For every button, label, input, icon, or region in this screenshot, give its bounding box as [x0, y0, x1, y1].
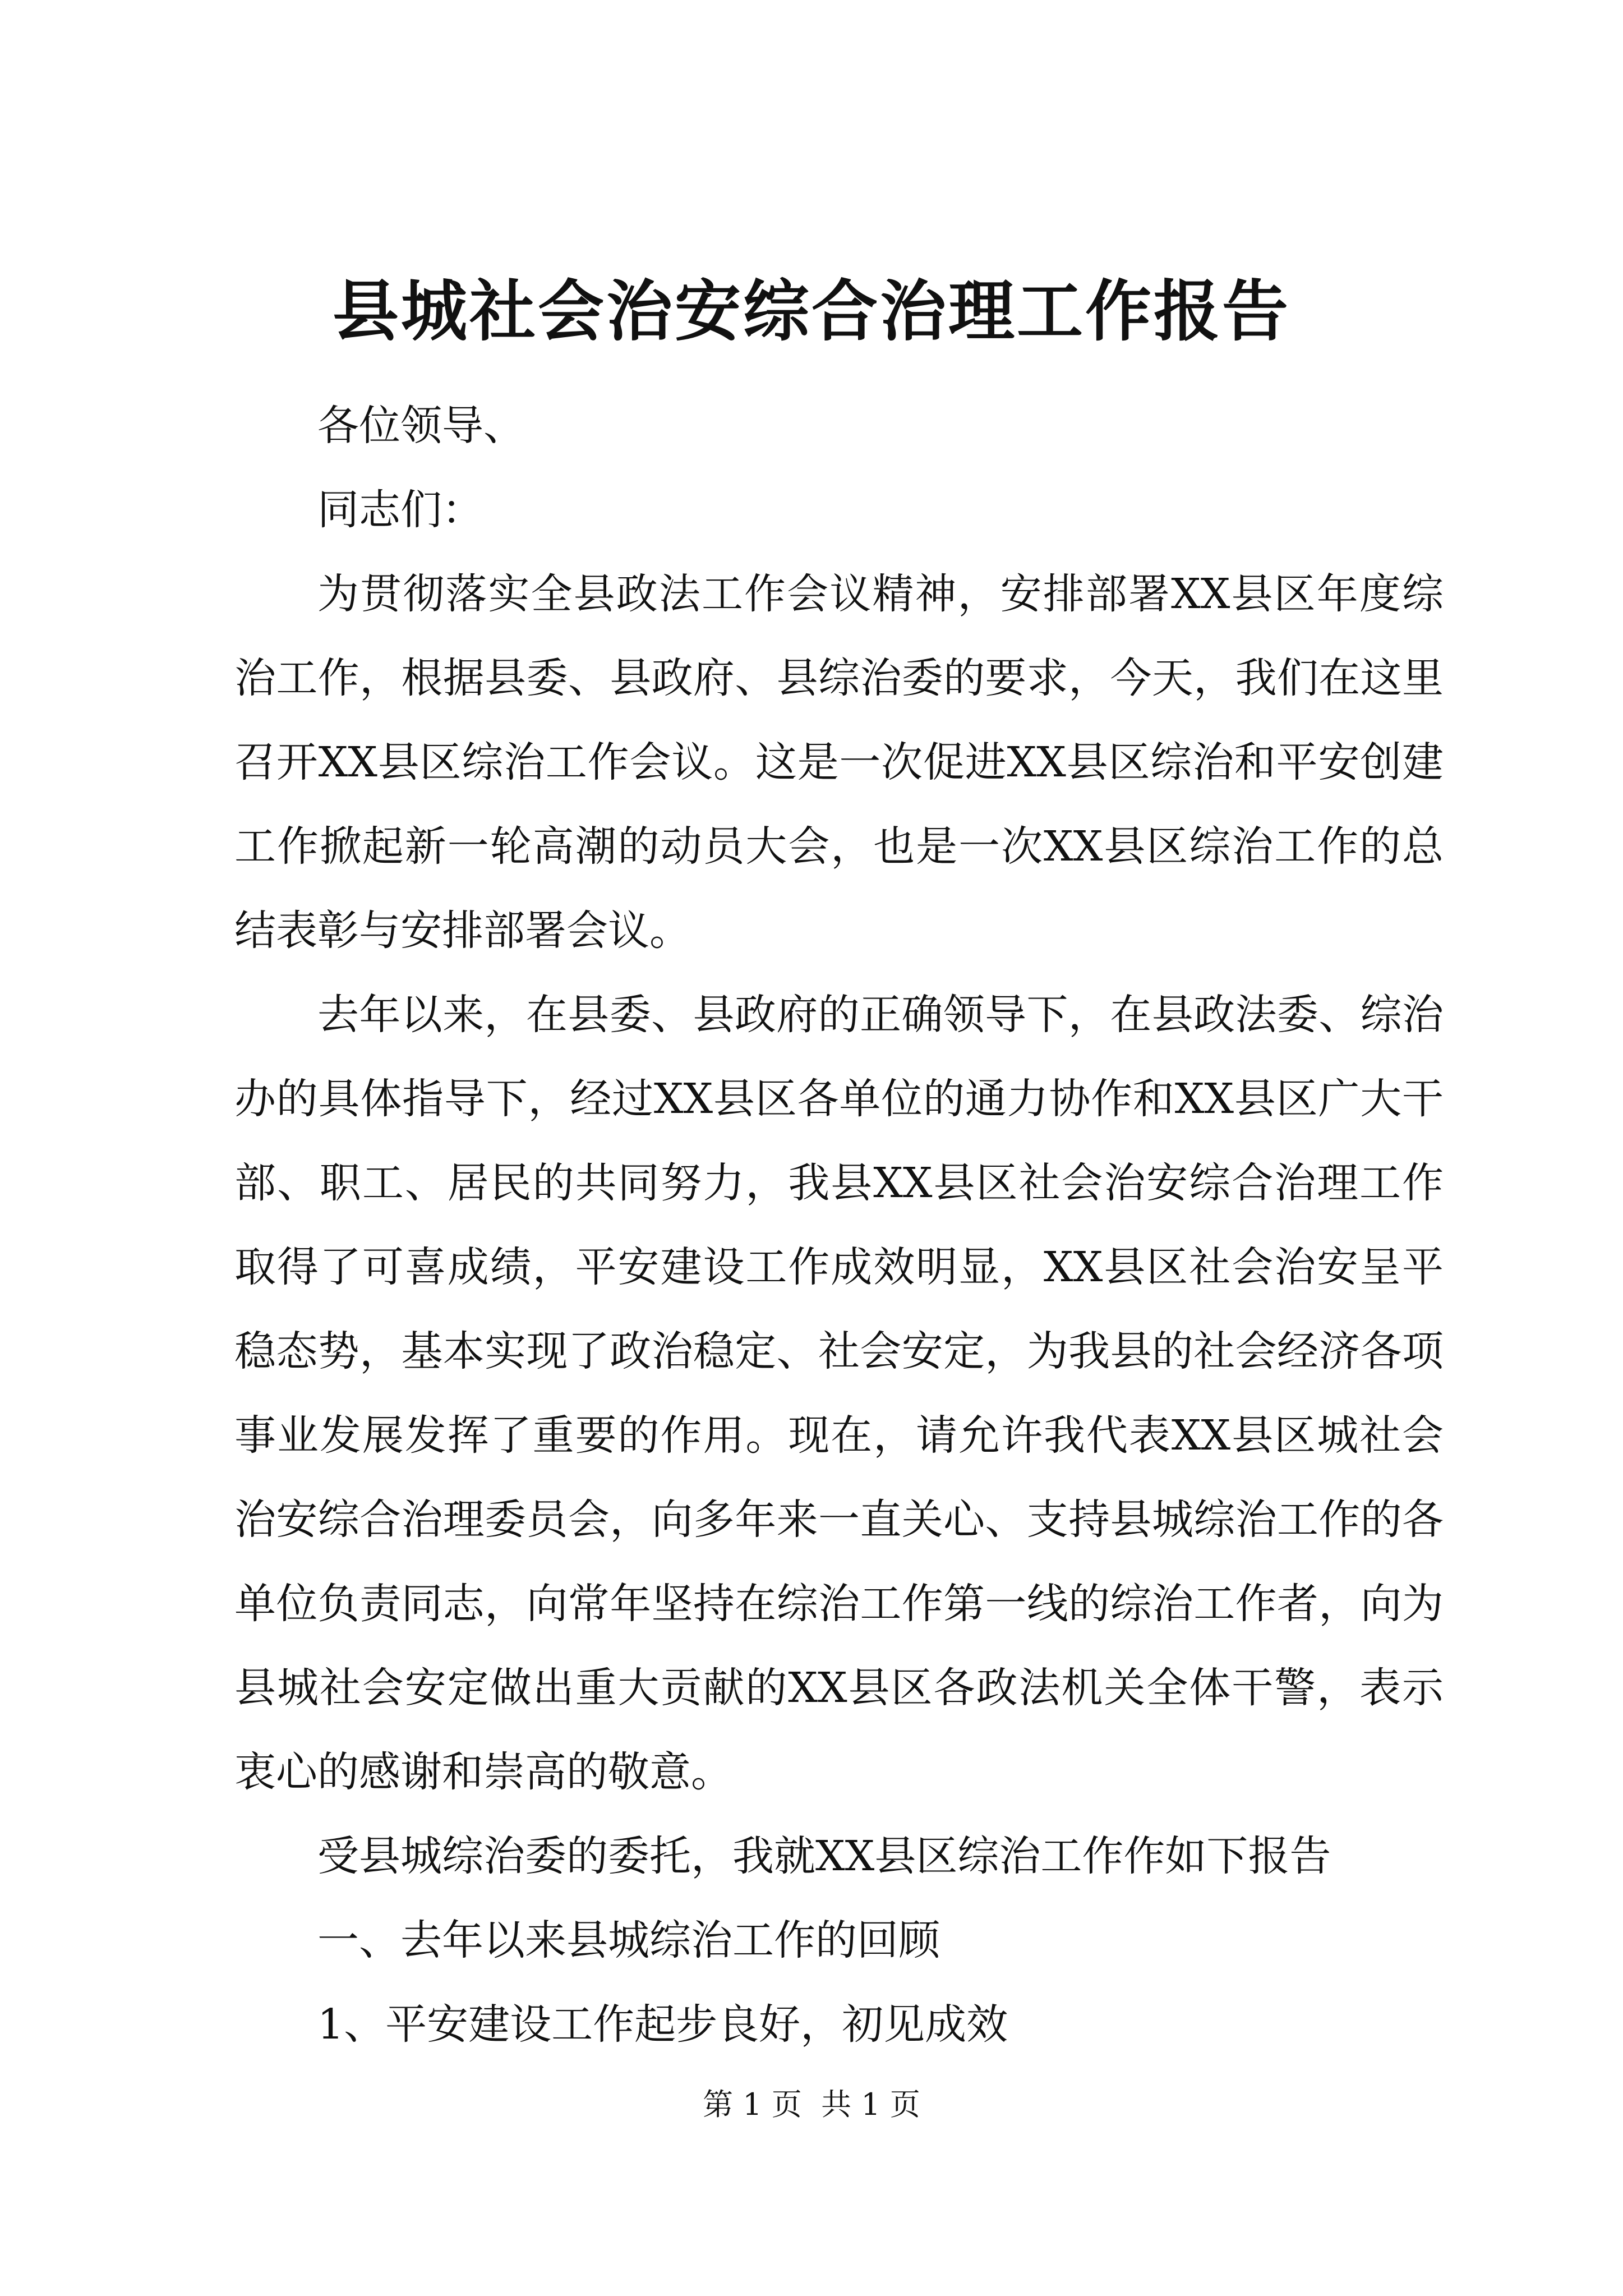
paragraph-report-intro: 受县城综治委的委托，我就XX县区综治工作作如下报告 — [317, 1832, 1331, 1880]
salutation-comrades: 同志们： — [317, 486, 483, 534]
section-heading-review: 一、去年以来县城综治工作的回顾 — [317, 1916, 940, 1964]
page-number: 第 1 页 共 1 页 — [703, 2087, 920, 2122]
page-footer — [0, 2082, 1623, 2127]
paragraph-achievements: 去年以来，在县委、县政府的正确领导下，在县政法委、综治办的具体指导下，经过XX县区各单位的通力协作和XX县区广大干部、职工、居民的共同努力，我县XX县区社会治安综合治理工作取得了可喜成绩，平安建设工作成效明显，XX县区社会治安呈平稳态势，基本实现了政治稳定、社会安定，为我县的社会经济各项事业发展发挥了重要的作用。现在，请允许我代表XX县区城社会治安综合治理委员会，向多年来一直关心、支持县城综治工作的各单位负责同志，向常年坚持在综治工作第一线的综治工作者，向为县城社会安定做出重大贡献的XX县区各政法机关全体干警，表示衷心的感谢和崇高的敬意。 — [234, 991, 1444, 1796]
paragraph-intro: 为贯彻落实全县政法工作会议精神，安排部署XX县区年度综治工作，根据县委、县政府、县综治委的要求，今天，我们在这里召开XX县区综治工作会议。这是一次促进XX县区综治和平安创建工作掀起新一轮高潮的动员大会，也是一次XX县区综治工作的总结表彰与安排部署会议。 — [234, 570, 1444, 955]
subsection-heading-1: 1、平安建设工作起步良好，初见成效 — [317, 2000, 1008, 2049]
salutation-leaders: 各位领导、 — [317, 402, 525, 450]
document-title: 县城社会治安综合治理工作报告 — [332, 272, 1290, 350]
document-body — [234, 384, 1444, 2067]
